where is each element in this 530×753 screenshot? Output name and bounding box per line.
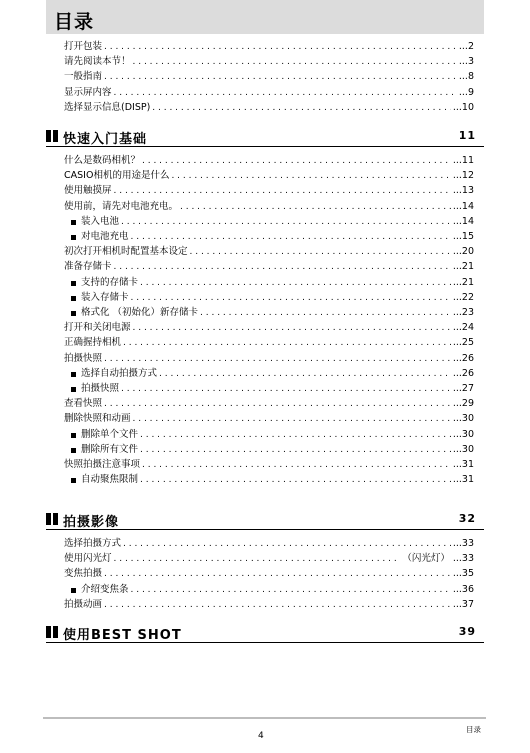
toc-entry-page: ...14 xyxy=(452,200,474,212)
toc-entry-label: 拍摄快照 xyxy=(81,383,120,394)
dot-leader xyxy=(140,474,451,486)
bullet-icon xyxy=(71,372,76,377)
toc-entry-label: 对电池充电 xyxy=(81,231,129,242)
toc-entry[interactable] xyxy=(64,244,474,258)
toc-entry-label: 装入存储卡 xyxy=(81,291,129,303)
toc-entry-label: 查看快照 xyxy=(64,398,103,410)
dot-leader xyxy=(121,383,451,395)
toc-entry-page: ...13 xyxy=(452,185,474,197)
toc-entry-label: 初次打开相机时配置基本设定 xyxy=(64,246,188,258)
bullet-icon xyxy=(71,387,76,392)
toc-entry-label: 快照拍摄注意事项 xyxy=(64,459,141,470)
toc-entry-page: ...31 xyxy=(452,459,474,470)
dot-leader xyxy=(133,322,451,334)
toc-entry[interactable] xyxy=(64,597,474,611)
toc-entry[interactable] xyxy=(64,168,474,182)
toc-entry-label: 使用触摸屏 xyxy=(64,185,112,197)
toc-entry-label: 拍摄快照 xyxy=(64,352,103,364)
toc-entry-page: ...31 xyxy=(452,474,474,486)
toc-entry[interactable] xyxy=(64,335,474,349)
toc-entry[interactable] xyxy=(64,551,474,565)
toc-entry-page: ...14 xyxy=(452,215,474,227)
bullet-icon xyxy=(71,220,76,225)
dot-leader xyxy=(104,398,451,410)
page-title: 目录 xyxy=(54,11,95,33)
section-title: 拍摄影像 xyxy=(63,515,120,530)
toc-subentry[interactable] xyxy=(71,229,474,243)
toc-entry-note: （闪光灯） xyxy=(402,553,450,565)
toc-entry[interactable] xyxy=(64,411,474,425)
bullet-icon xyxy=(71,448,76,453)
toc-entry-page: ...30 xyxy=(452,413,474,425)
toc-entry-page: ...9 xyxy=(458,86,474,98)
footer-page-number: 4 xyxy=(258,731,264,741)
toc-subentry[interactable] xyxy=(71,214,474,228)
toc-entry[interactable] xyxy=(64,320,474,334)
toc-entry[interactable] xyxy=(64,536,474,550)
toc-entry[interactable] xyxy=(64,39,474,53)
toc-entry-page: ...25 xyxy=(452,337,474,349)
bullet-icon xyxy=(71,588,76,593)
toc-entry[interactable] xyxy=(64,351,474,365)
toc-entry-page: ...20 xyxy=(452,246,474,258)
toc-entry-page: ...27 xyxy=(452,383,474,394)
toc-entry-label: 选择自动拍摄方式 xyxy=(81,367,158,379)
toc-entry-page: ...3 xyxy=(458,56,474,68)
toc-entry[interactable] xyxy=(64,54,474,68)
toc-entry-page: ...30 xyxy=(452,428,474,440)
toc-entry-page: ...23 xyxy=(452,307,474,318)
toc-subentry[interactable] xyxy=(71,290,474,304)
toc-entry-label: 删除快照和动画 xyxy=(64,413,131,425)
dot-leader xyxy=(123,538,451,550)
dot-leader xyxy=(140,444,451,456)
toc-entry-label: 准备存储卡 xyxy=(64,261,112,273)
section-marker-icon xyxy=(46,626,51,638)
dot-leader xyxy=(104,71,457,83)
dot-leader xyxy=(131,584,451,596)
bullet-icon xyxy=(71,433,76,438)
section-marker-icon xyxy=(46,130,51,142)
dot-leader xyxy=(123,337,451,349)
toc-entry-page: ...36 xyxy=(452,583,474,595)
bullet-icon xyxy=(71,296,76,301)
dot-leader xyxy=(121,216,451,228)
toc-subentry[interactable] xyxy=(71,582,474,596)
toc-entry-label: 删除所有文件 xyxy=(81,443,139,455)
toc-subentry[interactable] xyxy=(71,472,474,486)
toc-entry-page: ...24 xyxy=(452,322,474,334)
toc-entry-page: ...15 xyxy=(452,231,474,242)
toc-entry-page: ...12 xyxy=(452,170,474,182)
dot-leader xyxy=(104,599,451,611)
dot-leader xyxy=(180,201,451,213)
toc-entry[interactable] xyxy=(64,199,474,213)
toc-entry-label: 变焦拍摄 xyxy=(64,568,103,580)
toc-entry-page: ...33 xyxy=(452,538,474,549)
toc-entry-page: ...37 xyxy=(452,598,474,610)
section-heading[interactable] xyxy=(46,509,484,530)
toc-entry-label: 请先阅读本节！ xyxy=(64,56,131,68)
toc-entry-page: ...21 xyxy=(452,276,474,288)
toc-entry-label: 拍摄动画 xyxy=(64,598,103,610)
toc-entry-label: 支持的存储卡 xyxy=(81,276,139,288)
dot-leader xyxy=(131,292,451,304)
dot-leader xyxy=(131,231,451,243)
section-page: 11 xyxy=(458,129,476,142)
section-heading[interactable] xyxy=(46,126,484,147)
toc-subentry[interactable] xyxy=(71,366,474,380)
dot-leader xyxy=(114,87,457,99)
dot-leader xyxy=(140,277,451,289)
toc-entry-label: 介绍变焦条 xyxy=(81,583,129,595)
toc-entry-page: ...30 xyxy=(452,443,474,455)
toc-entry-label: 使用前，请先对电池充电。 xyxy=(64,200,179,212)
toc-entry[interactable] xyxy=(64,259,474,273)
header-bar xyxy=(46,0,484,34)
toc-entry-page: ...29 xyxy=(452,398,474,410)
dot-leader xyxy=(142,155,451,167)
toc-entry-page: ...33 xyxy=(452,553,474,565)
footer-divider xyxy=(43,717,486,719)
section-title: 快速入门基础 xyxy=(63,132,148,147)
toc-entry-label: 什么是数码相机？ xyxy=(64,155,141,166)
toc-entry-label: CASIO相机的用途是什么 xyxy=(64,170,170,182)
toc-subentry[interactable] xyxy=(71,427,474,441)
toc-entry-page: ...21 xyxy=(452,261,474,273)
toc-subentry[interactable] xyxy=(71,305,474,319)
toc-entry[interactable] xyxy=(64,457,474,471)
dot-leader xyxy=(104,568,451,580)
dot-leader xyxy=(159,368,451,380)
toc-entry-label: 打开和关闭电源 xyxy=(64,322,131,334)
toc-entry-page: ...26 xyxy=(452,352,474,364)
section-marker-icon xyxy=(53,626,58,638)
dot-leader xyxy=(133,413,451,425)
dot-leader xyxy=(152,102,451,114)
toc-entry-page: ...8 xyxy=(458,71,474,83)
toc-subentry[interactable] xyxy=(71,275,474,289)
bullet-icon xyxy=(71,235,76,240)
section-title: 使用BEST SHOT xyxy=(63,628,182,643)
dot-leader xyxy=(114,261,451,273)
toc-subentry[interactable] xyxy=(71,381,474,395)
toc-entry-label: 打开包装 xyxy=(64,41,103,52)
bullet-icon xyxy=(71,478,76,483)
dot-leader xyxy=(114,553,401,565)
dot-leader xyxy=(104,41,457,53)
section-page: 39 xyxy=(458,625,476,638)
toc-entry[interactable] xyxy=(64,100,474,114)
toc-entry-label: 自动聚焦限制 xyxy=(81,474,139,486)
section-marker-icon xyxy=(53,513,58,525)
toc-entry-page: ...2 xyxy=(458,41,474,52)
bullet-icon xyxy=(71,311,76,316)
toc-entry[interactable] xyxy=(64,153,474,167)
toc-entry-label: 显示屏内容 xyxy=(64,86,112,98)
toc-entry-page: ...22 xyxy=(452,291,474,303)
dot-leader xyxy=(140,429,451,441)
toc-entry[interactable] xyxy=(64,85,474,99)
toc-entry[interactable] xyxy=(64,566,474,580)
section-heading[interactable] xyxy=(46,622,484,643)
dot-leader xyxy=(133,56,457,68)
dot-leader xyxy=(200,307,451,319)
toc-entry-page: ...10 xyxy=(452,101,474,113)
dot-leader xyxy=(142,459,451,471)
toc-entry-page: ...35 xyxy=(452,568,474,580)
toc-entry[interactable] xyxy=(64,183,474,197)
dot-leader xyxy=(190,246,451,258)
section-page: 32 xyxy=(458,512,476,525)
dot-leader xyxy=(104,353,451,365)
toc-entry-label: 删除单个文件 xyxy=(81,428,139,440)
toc-entry-label: 选择显示信息(DISP) xyxy=(64,101,151,113)
bullet-icon xyxy=(71,281,76,286)
toc-subentry[interactable] xyxy=(71,442,474,456)
footer-section-label: 目录 xyxy=(466,725,481,734)
toc-entry-label: 一般指南 xyxy=(64,71,103,83)
section-marker-icon xyxy=(46,513,51,525)
toc-entry[interactable] xyxy=(64,396,474,410)
toc-entry-label: 正确握持相机 xyxy=(64,337,122,349)
dot-leader xyxy=(114,185,451,197)
toc-entry-label: 使用闪光灯 xyxy=(64,553,112,565)
toc-entry-page: ...11 xyxy=(452,155,474,166)
toc-entry-label: 格式化 （初始化）新存储卡 xyxy=(81,307,199,318)
toc-entry-label: 选择拍摄方式 xyxy=(64,538,122,549)
toc-entry-label: 装入电池 xyxy=(81,215,120,227)
dot-leader xyxy=(171,170,450,182)
toc-entry[interactable] xyxy=(64,69,474,83)
toc-entry-page: ...26 xyxy=(452,367,474,379)
section-marker-icon xyxy=(53,130,58,142)
